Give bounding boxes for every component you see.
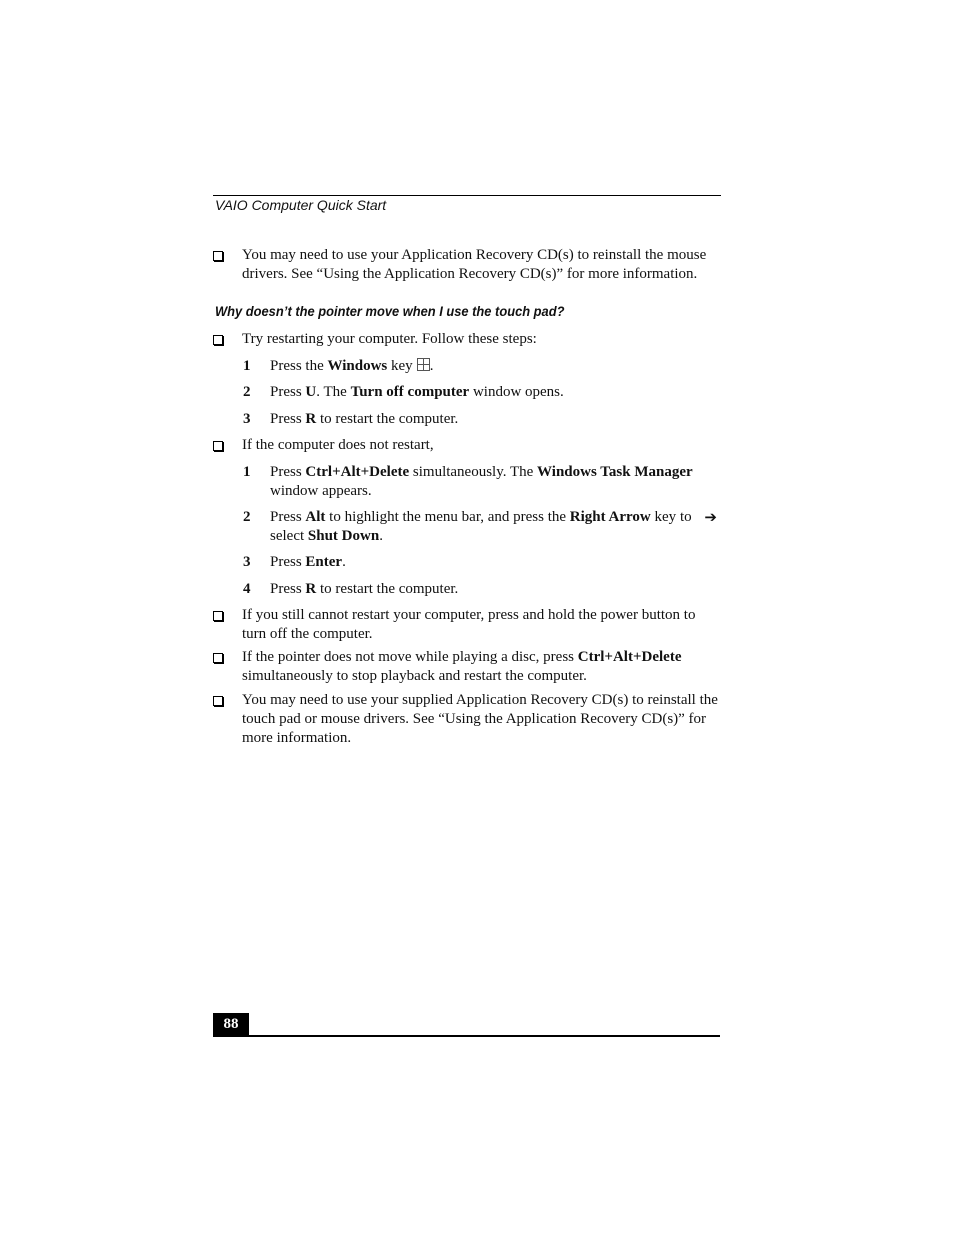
running-header: VAIO Computer Quick Start (215, 197, 387, 213)
checkbox-bullet-icon (213, 335, 223, 345)
step-item: 2 ➔ Press Alt to highlight the menu bar, and press the Right Arrow key to select Shut Down. (243, 508, 717, 544)
checkbox-bullet-icon (213, 441, 223, 451)
checkbox-bullet-icon (213, 696, 223, 706)
header-rule (213, 195, 721, 196)
step-item: 1 Press the Windows key . (243, 358, 434, 374)
windows-key-icon (417, 358, 430, 371)
section-heading: Why doesn’t the pointer move when I use the touch pad? (215, 303, 565, 319)
bullet-disc-playback: If the pointer does not move while playing a disc, press Ctrl+Alt+Delete simultaneously to stop playback and restart the computer. (213, 648, 723, 686)
checkbox-bullet-icon (213, 653, 223, 663)
bullet-power-button: If you still cannot restart your computer, press and hold the power button to turn off the computer. (213, 606, 723, 644)
footer-rule (213, 1035, 720, 1037)
right-arrow-icon: ➔ (704, 508, 717, 526)
bullet-intro: You may need to use your Application Recovery CD(s) to reinstall the mouse drivers. See “Using the Application Recovery CD(s)” for more information. (213, 246, 723, 284)
page-number: 88 (213, 1013, 249, 1036)
bullet-recovery-cd: You may need to use your supplied Application Recovery CD(s) to reinstall the touch pad or mouse drivers. See “Using the Application Recovery CD(s)” for more information. (213, 691, 723, 748)
bullet-no-restart: If the computer does not restart, (213, 436, 723, 455)
page-content (213, 246, 723, 748)
checkbox-bullet-icon (213, 251, 223, 261)
step-item: 3 Press R to restart the computer. (243, 411, 459, 427)
step-item: 3 Press Enter. (243, 554, 346, 570)
step-item: 1 Press Ctrl+Alt+Delete simultaneously. The Windows Task Manager window appears. (243, 464, 693, 499)
bullet-restart: Try restarting your computer. Follow these steps: (213, 330, 723, 349)
checkbox-bullet-icon (213, 611, 223, 621)
step-item: 2 Press U. The Turn off computer window opens. (243, 384, 564, 400)
step-item: 4 Press R to restart the computer. (243, 581, 459, 597)
